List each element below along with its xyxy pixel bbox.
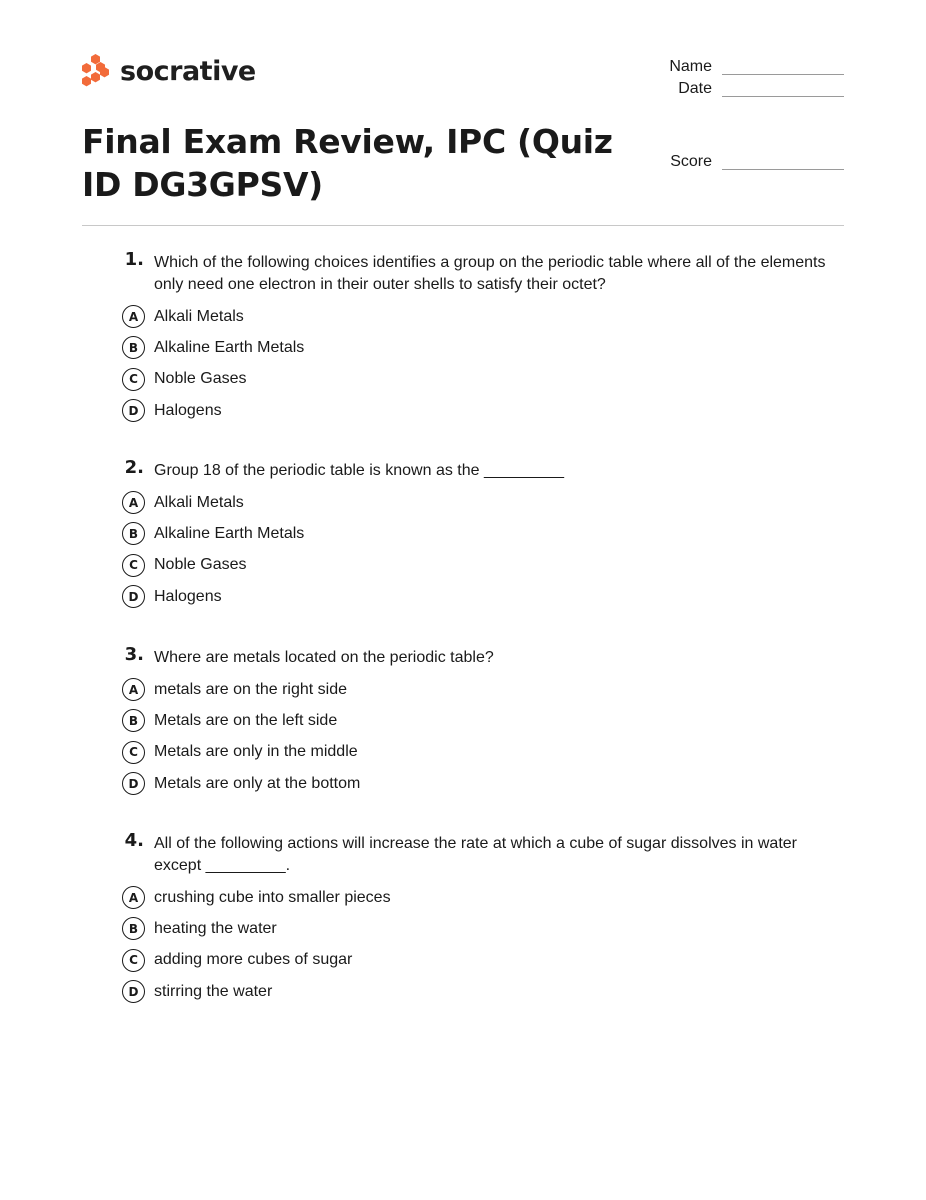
quiz-title: Final Exam Review, IPC (Quiz ID DG3GPSV) bbox=[82, 122, 613, 204]
answer-text: Metals are only in the middle bbox=[154, 743, 358, 761]
answer-text: Halogens bbox=[154, 587, 222, 605]
answer-bubble-d[interactable]: D bbox=[122, 772, 145, 795]
answer-bubble-c[interactable]: C bbox=[122, 949, 145, 972]
name-line[interactable] bbox=[722, 60, 844, 75]
question-4 bbox=[110, 830, 830, 1007]
answer-bubble-a[interactable]: A bbox=[122, 305, 145, 328]
answer-text: Metals are on the left side bbox=[154, 711, 338, 729]
question-header bbox=[110, 249, 830, 296]
answer-option-b[interactable] bbox=[110, 518, 830, 549]
score-line[interactable] bbox=[722, 155, 844, 170]
answer-text: metals are on the right side bbox=[154, 680, 347, 698]
answer-bubble-c[interactable]: C bbox=[122, 554, 145, 577]
answer-bubble-a[interactable]: A bbox=[122, 886, 145, 909]
score-field[interactable] bbox=[640, 152, 844, 172]
answer-bubble-b[interactable]: B bbox=[122, 336, 145, 359]
answer-option-b[interactable] bbox=[110, 913, 830, 944]
question-text: Where are metals located on the periodic table? bbox=[154, 649, 494, 666]
question-number: 2. bbox=[124, 457, 144, 478]
answer-bubble-c[interactable]: C bbox=[122, 368, 145, 391]
date-line[interactable] bbox=[722, 82, 844, 97]
answer-bubble-d[interactable]: D bbox=[122, 585, 145, 608]
question-1 bbox=[110, 249, 830, 426]
question-header bbox=[110, 457, 830, 482]
answer-bubble-c[interactable]: C bbox=[122, 741, 145, 764]
answer-options bbox=[110, 882, 830, 1007]
question-text: Group 18 of the periodic table is known as the _________ bbox=[154, 462, 565, 479]
question-header bbox=[110, 644, 830, 669]
answer-option-d[interactable] bbox=[110, 768, 830, 799]
question-header bbox=[110, 830, 830, 877]
date-field[interactable] bbox=[640, 79, 844, 99]
answer-text: stirring the water bbox=[154, 982, 273, 1000]
answer-option-b[interactable] bbox=[110, 705, 830, 736]
answer-bubble-d[interactable]: D bbox=[122, 399, 145, 422]
answer-text: crushing cube into smaller pieces bbox=[154, 888, 391, 906]
answer-option-a[interactable] bbox=[110, 487, 830, 518]
answer-text: heating the water bbox=[154, 919, 277, 937]
question-3 bbox=[110, 644, 830, 799]
name-label: Name bbox=[669, 58, 712, 75]
question-2 bbox=[110, 457, 830, 612]
answer-options bbox=[110, 487, 830, 612]
answer-option-c[interactable] bbox=[110, 550, 830, 581]
answer-bubble-b[interactable]: B bbox=[122, 709, 145, 732]
answer-text: Noble Gases bbox=[154, 556, 247, 574]
answer-bubble-b[interactable]: B bbox=[122, 917, 145, 940]
answer-option-a[interactable] bbox=[110, 882, 830, 913]
answer-bubble-a[interactable]: A bbox=[122, 491, 145, 514]
answer-option-a[interactable] bbox=[110, 301, 830, 332]
question-number: 4. bbox=[124, 830, 144, 851]
answer-options bbox=[110, 301, 830, 426]
question-number: 1. bbox=[124, 249, 144, 270]
answer-text: Alkaline Earth Metals bbox=[154, 524, 305, 542]
header-divider bbox=[82, 225, 844, 226]
hexagon-cluster-icon bbox=[82, 54, 110, 90]
answer-option-d[interactable] bbox=[110, 581, 830, 612]
question-text: Which of the following choices identifies a group on the periodic table where all of the elements only need one electron in their outer shells to satisfy their octet? bbox=[154, 254, 826, 293]
answer-text: Noble Gases bbox=[154, 370, 247, 388]
answer-text: Alkali Metals bbox=[154, 307, 244, 325]
answer-option-c[interactable] bbox=[110, 945, 830, 976]
answer-bubble-a[interactable]: A bbox=[122, 678, 145, 701]
answer-bubble-b[interactable]: B bbox=[122, 522, 145, 545]
answer-options bbox=[110, 674, 830, 799]
date-label: Date bbox=[678, 80, 712, 97]
question-text: All of the following actions will increase the rate at which a cube of sugar dissolves in water except _________. bbox=[154, 835, 797, 874]
answer-option-d[interactable] bbox=[110, 976, 830, 1007]
answer-bubble-d[interactable]: D bbox=[122, 980, 145, 1003]
answer-text: adding more cubes of sugar bbox=[154, 951, 353, 969]
answer-option-b[interactable] bbox=[110, 332, 830, 363]
answer-option-c[interactable] bbox=[110, 364, 830, 395]
brand-name: socrative bbox=[120, 56, 256, 87]
score-label: Score bbox=[670, 153, 712, 170]
question-number: 3. bbox=[124, 644, 144, 665]
answer-text: Halogens bbox=[154, 401, 222, 419]
answer-option-c[interactable] bbox=[110, 737, 830, 768]
answer-option-a[interactable] bbox=[110, 674, 830, 705]
answer-text: Alkaline Earth Metals bbox=[154, 338, 305, 356]
name-field[interactable] bbox=[640, 57, 844, 77]
answer-option-d[interactable] bbox=[110, 395, 830, 426]
socrative-logo bbox=[82, 54, 256, 90]
answer-text: Metals are only at the bottom bbox=[154, 774, 361, 792]
answer-text: Alkali Metals bbox=[154, 493, 244, 511]
